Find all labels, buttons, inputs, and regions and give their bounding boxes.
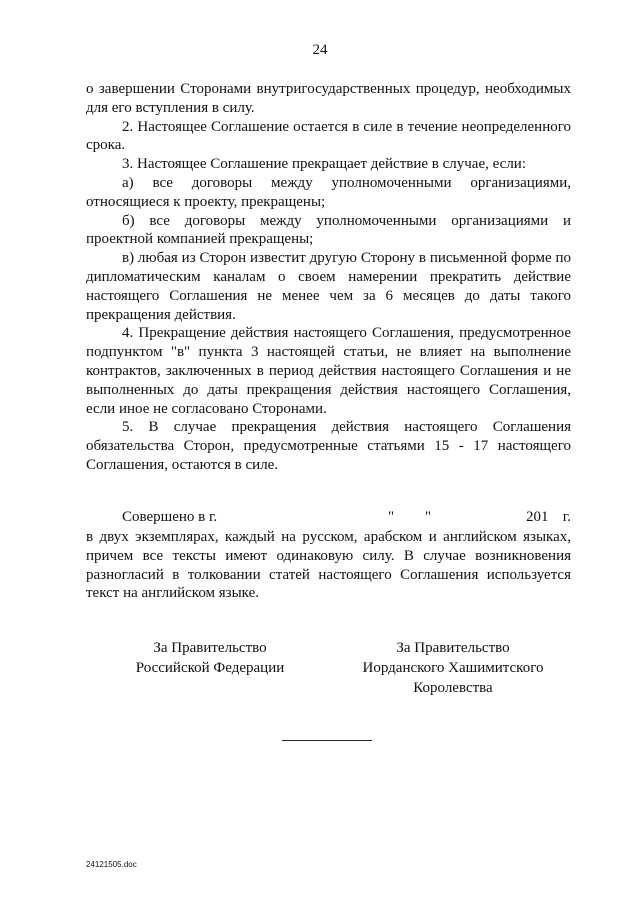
signature-line: Иорданского Хашимитского xyxy=(362,660,544,676)
document-filename: 24121505.doc xyxy=(86,860,137,869)
paragraph-2: 2. Настоящее Соглашение остается в силе в течение неопределенного срока. xyxy=(86,118,571,154)
paragraph-3c: в) любая из Сторон известит другую Сторону в письменной форме по дипломатическим каналам о своем намерении прекратить действие настоящего Соглашения не менее чем за 6 месяцев до даты такого прекращения действия. xyxy=(86,250,571,323)
paragraph-3: 3. Настоящее Соглашение прекращает действие в случае, если: xyxy=(122,156,526,173)
signature-line: Королевства xyxy=(413,680,493,696)
signature-block-russia xyxy=(110,638,310,678)
paragraph-continuation: о завершении Сторонами внутригосударственных процедур, необходимых для его вступления в силу. xyxy=(86,81,571,116)
separator-rule xyxy=(282,740,372,741)
agreement-text xyxy=(86,80,571,475)
paragraph-5: 5. В случае прекращения действия настоящего Соглашения обязательства Сторон, предусмотренные статьями 15 - 17 настоящего Соглашения, остаются в силе. xyxy=(86,419,571,473)
year-suffix: г. xyxy=(562,509,571,525)
paragraph-3a: а) все договоры между уполномоченными организациями, относящиеся к проекту, прекращены; xyxy=(86,174,571,210)
signature-line: За Правительство xyxy=(396,640,510,656)
done-in-label: Совершено в г. xyxy=(122,509,218,525)
signature-line: Российской Федерации xyxy=(135,660,285,676)
paragraph-3b: б) все договоры между уполномоченными организациями и проектной компанией прекращены; xyxy=(86,212,571,248)
signature-block-jordan xyxy=(348,638,558,698)
signing-year: 201 xyxy=(526,509,549,525)
page-number: 24 xyxy=(312,42,328,58)
signing-clause: в двух экземплярах, каждый на русском, арабском и английском языках, причем все тексты имеют одинаковую силу. В случае возникновения разногласий в толковании статей настоящего Соглашения используется текст на английском языке. xyxy=(86,529,571,602)
paragraph-4: 4. Прекращение действия настоящего Соглашения, предусмотренное подпунктом "в" пункта 3 настоящей статьи, не влияет на выполнение контрактов, заключенных в период действия настоящего Соглашения и не выполненных до даты прекращения действия настоящего Соглашения, если иное не согласовано Сторонами. xyxy=(86,325,571,417)
signature-line: За Правительство xyxy=(153,640,267,656)
date-quote-close: " xyxy=(425,509,432,525)
date-quote-open: " xyxy=(388,509,395,525)
